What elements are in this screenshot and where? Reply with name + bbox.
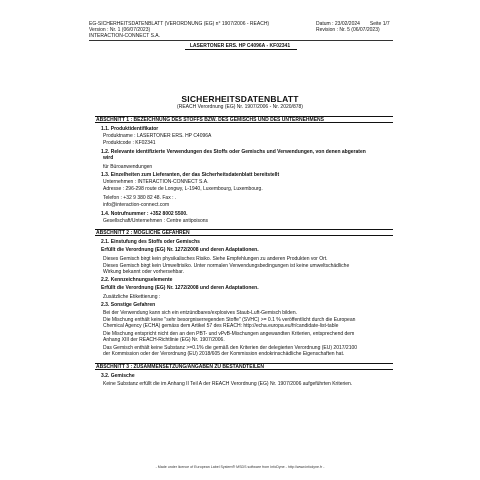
s1-address: Adresse : 296-298 route de Longwy, L-1940, Luxembourg, Luxembourg. <box>103 186 263 192</box>
header-product: LASERTONER ERS. HP C4096A - KF02341 <box>189 43 291 49</box>
s2-endocrine-cont: der Kommission oder der Verordnung (EU) 2018/605 der Kommission endokrinschädliche Eigenschaften hat. <box>103 351 345 357</box>
header-revision: Revision : Nr. 5 (06/07/2023) <box>316 27 380 33</box>
s2-reg-2: Erfüllt die Verordnung (EG) Nr. 1272/2008 und deren Adaptationen. <box>101 285 259 291</box>
s2-svhc: Die Mischung enthält keine "sehr besorgniserregenden Stoffe" (SVHC) >= 0.1 % veröffentlicht durch die European <box>103 317 356 323</box>
section-3-heading: ABSCHNITT 3 : ZUSAMMENSETZUNG/ANGABEN ZU BESTANDTEILEN <box>95 363 393 370</box>
s3-2-heading: 3.2. Gemische <box>101 373 135 379</box>
s1-email: info@interaction-connect.com <box>103 202 170 208</box>
header-divider <box>89 40 393 41</box>
header-left <box>89 21 269 39</box>
header-date: Datum : 23/02/2024 <box>316 21 360 27</box>
s1-1-heading: 1.1. Produktidentifikator <box>101 126 159 132</box>
section-2-heading: ABSCHNITT 2 : MÖGLICHE GEFAHREN <box>95 229 393 236</box>
s2-2-heading: 2.2. Kennzeichnungselemente <box>101 277 173 283</box>
s1-company: Unternehmen : INTERACTION-CONNECT S.A. <box>103 179 209 185</box>
s1-product-code: Produktcode : KF02341 <box>103 140 156 146</box>
s1-3-heading: 1.3. Einzelheiten zum Lieferanten, der das Sicherheitsdatenblatt bereitstellt <box>101 172 280 178</box>
header-regulation: EG-SICHERHEITSDATENBLATT (VERORDNUNG (EG) n° 1907/2006 - REACH) <box>89 21 270 27</box>
s1-4-heading: 1.4. Notrufnummer : +352 8002 5500. <box>101 211 188 217</box>
s1-2-heading: 1.2. Relevante identifizierte Verwendungen des Stoffs oder Gemischs und Verwendungen, von denen abgeraten <box>101 149 366 155</box>
s1-emergency: Gesellschaft/Unternehmen : Centre antipoisons <box>103 218 209 224</box>
s1-phone-fax: Telefon : +32 9 380 82 48. Fax : . <box>103 195 177 201</box>
s3-text: Keine Substanz erfüllt die im Anhang II Teil A der REACH Verordnung (EG) Nr. 1907/2006 aufgeführten Kriterien. <box>103 381 353 387</box>
s2-env-risk-cont: Wirkung bekannt oder vorhersehbar. <box>103 269 184 275</box>
s2-endocrine: Das Gemisch enthält keine Substanz >=0.1% die gemäß den Kriterien der delegierten Verordnung (EU) 2017/2100 <box>103 345 358 351</box>
header-company: INTERACTION-CONNECT S.A. <box>89 33 161 39</box>
s2-pbt-cont: Anhang XIII der REACH-Richtlinie (EG) Nr. 1907/2006. <box>103 337 225 343</box>
header-version: Version : Nr. 1 (06/07/2023) <box>89 27 151 33</box>
section-1-heading: ABSCHNITT 1 : BEZEICHNUNG DES STOFFS BZW. DES GEMISCHS UND DES UNTERNEHMENS <box>95 116 393 123</box>
s2-labelling: Zusätzliche Etikettierung : <box>103 294 161 300</box>
footer-licence: - Made under licence of European Label System® MSDS software from InfoDyne - http://www.infodyne.fr - <box>155 465 325 469</box>
s1-use: für Büroanwendungen <box>103 164 153 170</box>
header-right <box>316 21 390 33</box>
s2-dust-hazard: Bei der Verwendung kann sich ein entzündbares/explosives Staub-Luft-Gemisch bilden. <box>103 310 298 316</box>
s2-3-heading: 2.3. Sonstige Gefahren <box>101 302 156 308</box>
document-subtitle: (REACH Verordnung (EG) Nr. 1907/2006 - Nr. 2020/878) <box>177 104 303 110</box>
s2-1-heading: 2.1. Einstufung des Stoffs oder Gemischs <box>101 239 200 245</box>
s1-2-heading-cont: wird <box>103 155 114 161</box>
s2-env-risk: Dieses Gemisch birgt kein Umweltrisiko. Unter normalen Verwendungsbedingungen ist keine umweltschädliche <box>103 263 350 269</box>
s2-svhc-cont: Chemical Agency (ECHA) gemäss dem Artikel 57 des REACH: http://echa.europa.eu/fr/candidate-list-table <box>103 323 339 329</box>
s2-reg-1: Erfüllt die Verordnung (EG) Nr. 1272/2008 und deren Adaptationen. <box>101 247 259 253</box>
s2-pbt: Die Mischung entspricht nicht den an den PBT- und vPvB-Mischungen angewandten Kriterien, entsprechend dem <box>103 331 355 337</box>
product-underline <box>185 49 297 50</box>
document-title: SICHERHEITSDATENBLATT <box>181 94 299 104</box>
s2-physical-risk: Dieses Gemisch birgt kein physikalisches Risiko. Siehe Empfehlungen zu anderen Produkten vor Ort. <box>103 256 328 262</box>
s1-product-name: Produktname : LASERTONER ERS. HP C4096A <box>103 133 212 139</box>
header-page: Seite 1/7 <box>369 21 390 27</box>
